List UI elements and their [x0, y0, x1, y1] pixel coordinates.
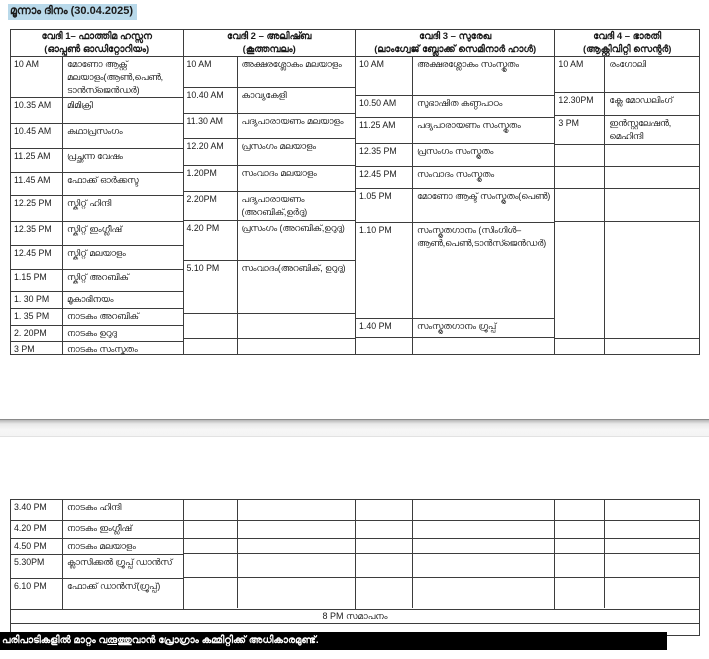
schedule-table-evening	[10, 499, 700, 636]
program-cell	[238, 578, 356, 608]
time-cell: 3 PM	[555, 116, 605, 144]
program-cell: പ്രസംഗം (അറബിക്,ഉറുദു)	[241, 223, 345, 233]
program-cell: സംസ്കൃതഗാനം (സിംഗിൾ– ആൺ,പെൺ,ടാൻസ്ജെൻഡർ)	[417, 225, 547, 248]
program-cell: സ്കിറ്റ് ഹിന്ദി	[67, 198, 112, 209]
schedule-row	[555, 93, 699, 116]
time-cell: 5.10 PM	[184, 261, 238, 313]
venue-column	[356, 30, 555, 354]
schedule-row	[555, 167, 699, 189]
schedule-row	[11, 270, 183, 292]
venue-rows	[356, 57, 554, 354]
venue-location: (ആക്റ്റിവിറ്റി സെന്റർ)	[583, 43, 672, 55]
time-cell: 10 AM	[555, 57, 605, 92]
program-cell: ക്ലാസിക്കൽ ഗ്രൂപ്പ് ഡാൻസ്	[67, 556, 173, 567]
venue-column	[184, 500, 357, 609]
time-cell: 10.40 AM	[184, 88, 238, 113]
schedule-row	[184, 192, 356, 221]
venue-name: വേദി 3 – സുരേഖ	[419, 31, 492, 42]
schedule-row	[184, 261, 356, 314]
schedule-row	[555, 145, 699, 167]
time-cell: 1.10 PM	[356, 223, 413, 318]
schedule-row	[356, 521, 554, 539]
time-cell: 12.45 PM	[356, 167, 413, 188]
program-cell	[413, 500, 554, 520]
program-cell	[605, 521, 699, 538]
time-cell: 3 PM	[11, 342, 63, 354]
program-cell	[413, 521, 554, 538]
time-cell: 12.45 PM	[11, 246, 63, 269]
time-cell	[555, 578, 605, 608]
venue-header	[555, 30, 699, 57]
time-cell: 1.05 PM	[356, 189, 413, 222]
program-cell: സുഭാഷിത കണ്ഠപാഠം	[417, 98, 503, 108]
schedule-row	[184, 500, 356, 521]
schedule-row	[184, 554, 356, 578]
time-cell: 4.50 PM	[11, 539, 63, 554]
venue-rows	[555, 500, 699, 608]
program-cell: നാടകം അറബിക്	[67, 311, 139, 322]
schedule-row	[184, 539, 356, 554]
venue-column	[555, 500, 699, 609]
venue-name: വേദി 1– ഫാത്തിമ ഹസ്സന	[41, 31, 152, 42]
time-cell: 12.30PM	[555, 93, 605, 115]
venue-columns-evening	[11, 500, 699, 609]
page-break-divider	[0, 419, 709, 437]
venue-column	[184, 30, 357, 354]
time-cell	[356, 539, 413, 553]
time-cell	[356, 521, 413, 538]
time-cell: 1.40 PM	[356, 319, 413, 337]
page-title: മൂന്നാം ദിനം (30.04.2025)	[8, 4, 137, 20]
schedule-row	[11, 196, 183, 222]
program-cell	[238, 500, 356, 520]
program-cell: നാടകം ഇംഗ്ലീഷ്	[67, 523, 132, 533]
venue-column	[555, 30, 699, 354]
program-cell	[605, 339, 699, 355]
schedule-row	[184, 221, 356, 261]
program-cell: സംവാദം മലയാളം	[241, 168, 317, 178]
venue-rows	[11, 57, 183, 354]
program-cell	[605, 554, 699, 577]
schedule-row	[11, 246, 183, 270]
schedule-row	[11, 57, 183, 98]
schedule-row	[11, 173, 183, 196]
schedule-row	[184, 314, 356, 339]
schedule-row	[356, 189, 554, 223]
time-cell	[356, 554, 413, 577]
venue-rows	[184, 57, 356, 354]
time-cell: 4.20 PM	[11, 521, 63, 538]
program-cell: അക്ഷരശ്ലോകം സംസ്കൃതം	[417, 59, 519, 69]
venue-location: (ലാംഗ്വേജ് ബ്ലോക്ക് സെമിനാർ ഹാൾ)	[374, 43, 537, 55]
schedule-row	[11, 309, 183, 326]
time-cell: 2.20PM	[184, 192, 238, 220]
schedule-row	[555, 578, 699, 608]
schedule-row	[184, 57, 356, 88]
venue-column	[356, 500, 555, 609]
schedule-row	[11, 555, 183, 579]
venue-location: (ഓപ്പൺ ഓഡിറ്റോറിയം)	[44, 43, 150, 55]
program-cell: രംഗോലി	[609, 59, 646, 69]
schedule-row	[11, 149, 183, 173]
schedule-table-day3	[10, 29, 700, 355]
time-cell: 1.20PM	[184, 166, 238, 191]
program-cell: മൂകാഭിനയം	[67, 294, 114, 305]
program-cell	[413, 554, 554, 577]
program-cell: സംസ്കൃതഗാനം ഗ്രൂപ്പ്	[417, 321, 497, 331]
time-cell	[555, 222, 605, 338]
time-cell: 3.40 PM	[11, 500, 63, 520]
time-cell: 11.45 AM	[11, 173, 63, 195]
venue-name: വേദി 4 – ഭാരതി	[593, 31, 662, 42]
notice-text: പരിപാടികളിൽ മാറ്റം വ	[2, 635, 108, 646]
program-cell: കഥാപ്രസംഗം	[67, 126, 123, 137]
closing-row: 8 PM സമാപനം	[11, 609, 699, 623]
venue-column	[11, 500, 184, 609]
time-cell: 10 AM	[356, 57, 413, 95]
program-cell: സംവാദം(അറബിക്, ഉറുദു)	[241, 263, 346, 273]
time-cell	[184, 339, 238, 354]
program-cell	[238, 521, 356, 538]
program-cell: പദ്യപാരായണം മലയാളം	[241, 116, 344, 126]
schedule-row	[555, 57, 699, 93]
program-cell: നാടകം ഉറുദു	[67, 328, 117, 339]
program-cell: അക്ഷരശ്ലോകം മലയാളം	[241, 59, 342, 69]
program-cell	[605, 145, 699, 166]
venue-rows	[11, 500, 183, 609]
schedule-row	[11, 521, 183, 539]
schedule-row	[184, 339, 356, 354]
program-cell	[605, 539, 699, 553]
program-cell: സ്കിറ്റ് അറബിക്	[67, 272, 129, 283]
time-cell: 12.35 PM	[11, 222, 63, 245]
time-cell	[356, 500, 413, 520]
time-cell	[555, 554, 605, 577]
time-cell	[184, 539, 238, 553]
program-cell	[413, 578, 554, 608]
program-cell: നാടകം സംസ്കൃതം	[67, 344, 138, 354]
schedule-row	[356, 223, 554, 319]
program-cell	[605, 578, 699, 608]
venue-location: (കൂത്തമ്പലം)	[242, 43, 296, 55]
schedule-row	[11, 222, 183, 246]
program-cell	[413, 539, 554, 553]
schedule-row	[11, 124, 183, 149]
schedule-row	[356, 118, 554, 144]
notice-text: വാൻ പ്രോഗ്രാം കമ്മിറ്റിക്ക് അധികാരമുണ്ട്.	[131, 635, 319, 646]
time-cell: 12.20 AM	[184, 139, 238, 165]
program-cell	[605, 222, 699, 338]
program-cell: സ്കിറ്റ് ഇംഗ്ലീഷ്	[67, 224, 122, 235]
schedule-row	[555, 521, 699, 539]
time-cell	[555, 145, 605, 166]
program-cell	[238, 314, 356, 338]
program-cell: കാവ്യകേളി	[241, 90, 287, 100]
time-cell: 2. 20PM	[11, 326, 63, 341]
time-cell	[555, 339, 605, 355]
time-cell: 11.25 AM	[356, 118, 413, 143]
program-cell: നാടകം ഹിന്ദി	[67, 502, 122, 512]
notice-bar	[0, 632, 667, 650]
program-cell	[605, 167, 699, 188]
venue-header	[184, 30, 356, 57]
program-cell: സംവാദം സംസ്കൃതം	[417, 169, 495, 179]
schedule-row	[184, 139, 356, 166]
schedule-row	[11, 579, 183, 609]
time-cell: 10.45 AM	[11, 124, 63, 148]
schedule-row	[555, 116, 699, 145]
venue-columns	[11, 30, 699, 354]
time-cell: 12.25 PM	[11, 196, 63, 221]
schedule-row	[356, 57, 554, 96]
venue-rows	[184, 500, 356, 608]
schedule-row	[11, 98, 183, 124]
schedule-row	[356, 167, 554, 189]
time-cell: 11.25 AM	[11, 149, 63, 172]
time-cell: 6.10 PM	[11, 579, 63, 609]
schedule-row	[356, 539, 554, 554]
schedule-row	[11, 292, 183, 309]
program-cell: പദ്യപാരായണം സംസ്കൃതം	[417, 120, 521, 130]
program-cell: മോണോ ആക്ട് സംസ്കൃതം(പെൺ)	[417, 191, 551, 201]
program-cell: പ്രസംഗം മലയാളം	[241, 141, 316, 151]
program-cell	[238, 554, 356, 577]
venue-rows	[555, 57, 699, 354]
venue-name: വേദി 2 – അലിഷ്ബ	[227, 31, 312, 42]
schedule-row	[184, 114, 356, 139]
time-cell	[555, 521, 605, 538]
program-cell: മോണോ ആക്റ്റ് മലയാളം(ആൺ,പെൺ, ടാൻസ്ജെൻഡർ)	[67, 59, 164, 95]
program-cell: സ്കിറ്റ് മലയാളം	[67, 248, 126, 259]
program-cell: ഇൻസ്റ്റലേഷൻ, മെഹിന്ദി	[609, 118, 672, 141]
venue-header	[11, 30, 183, 57]
schedule-row	[555, 539, 699, 554]
schedule-row	[11, 326, 183, 342]
time-cell: 10 AM	[184, 57, 238, 87]
time-cell: 10 AM	[11, 57, 63, 97]
schedule-row	[356, 338, 554, 354]
schedule-row	[356, 578, 554, 608]
schedule-row	[11, 500, 183, 521]
program-cell: മിമിക്രി	[67, 100, 93, 111]
program-cell: പ്രസംഗം സംസ്കൃതം	[417, 146, 494, 156]
time-cell	[184, 500, 238, 520]
time-cell	[555, 167, 605, 188]
schedule-row	[184, 521, 356, 539]
schedule-row	[11, 342, 183, 354]
time-cell: 1.15 PM	[11, 270, 63, 291]
schedule-row	[555, 222, 699, 339]
schedule-row	[356, 554, 554, 578]
program-cell	[238, 539, 356, 553]
time-cell: 1. 35 PM	[11, 309, 63, 325]
schedule-row	[184, 578, 356, 608]
program-cell	[605, 189, 699, 221]
program-cell	[413, 338, 554, 354]
program-cell: പദ്യപാരായണം (അറബിക്,ഉർദു)	[241, 194, 308, 217]
time-cell: 12.35 PM	[356, 144, 413, 166]
venue-column	[11, 30, 184, 354]
time-cell	[555, 189, 605, 221]
program-cell	[605, 500, 699, 520]
program-cell: പ്രച്ഛന്ന വേഷം	[67, 151, 123, 162]
time-cell: 10.50 AM	[356, 96, 413, 117]
time-cell: 11.30 AM	[184, 114, 238, 138]
time-cell	[184, 578, 238, 608]
time-cell	[184, 554, 238, 577]
time-cell	[555, 500, 605, 520]
program-cell	[238, 339, 356, 354]
time-cell: 10.35 AM	[11, 98, 63, 123]
schedule-row	[184, 88, 356, 114]
program-cell: ക്ലേ മോഡലിംഗ്	[609, 95, 673, 105]
schedule-row	[356, 500, 554, 521]
time-cell	[184, 314, 238, 338]
program-cell: ഫോക്ക് ഡാൻസ്(ഗ്രൂപ്പ്)	[67, 580, 161, 591]
schedule-row	[555, 554, 699, 578]
time-cell	[356, 338, 413, 354]
time-cell	[184, 521, 238, 538]
schedule-row	[555, 189, 699, 222]
time-cell	[555, 539, 605, 553]
schedule-row	[555, 339, 699, 355]
time-cell	[356, 578, 413, 608]
schedule-row	[356, 96, 554, 118]
time-cell: 5.30PM	[11, 555, 63, 578]
notice-text-underlined: രുത്തു	[107, 635, 132, 646]
venue-header	[356, 30, 554, 57]
time-cell: 4.20 PM	[184, 221, 238, 260]
time-cell: 1. 30 PM	[11, 292, 63, 308]
schedule-row	[356, 144, 554, 167]
program-cell: നാടകം മലയാളം	[67, 541, 136, 551]
venue-rows	[356, 500, 554, 608]
schedule-row	[11, 539, 183, 555]
program-cell: ഫോക്ക് ഓർക്കസ്ട	[67, 175, 139, 186]
schedule-row	[356, 319, 554, 338]
schedule-row	[184, 166, 356, 192]
schedule-row	[555, 500, 699, 521]
